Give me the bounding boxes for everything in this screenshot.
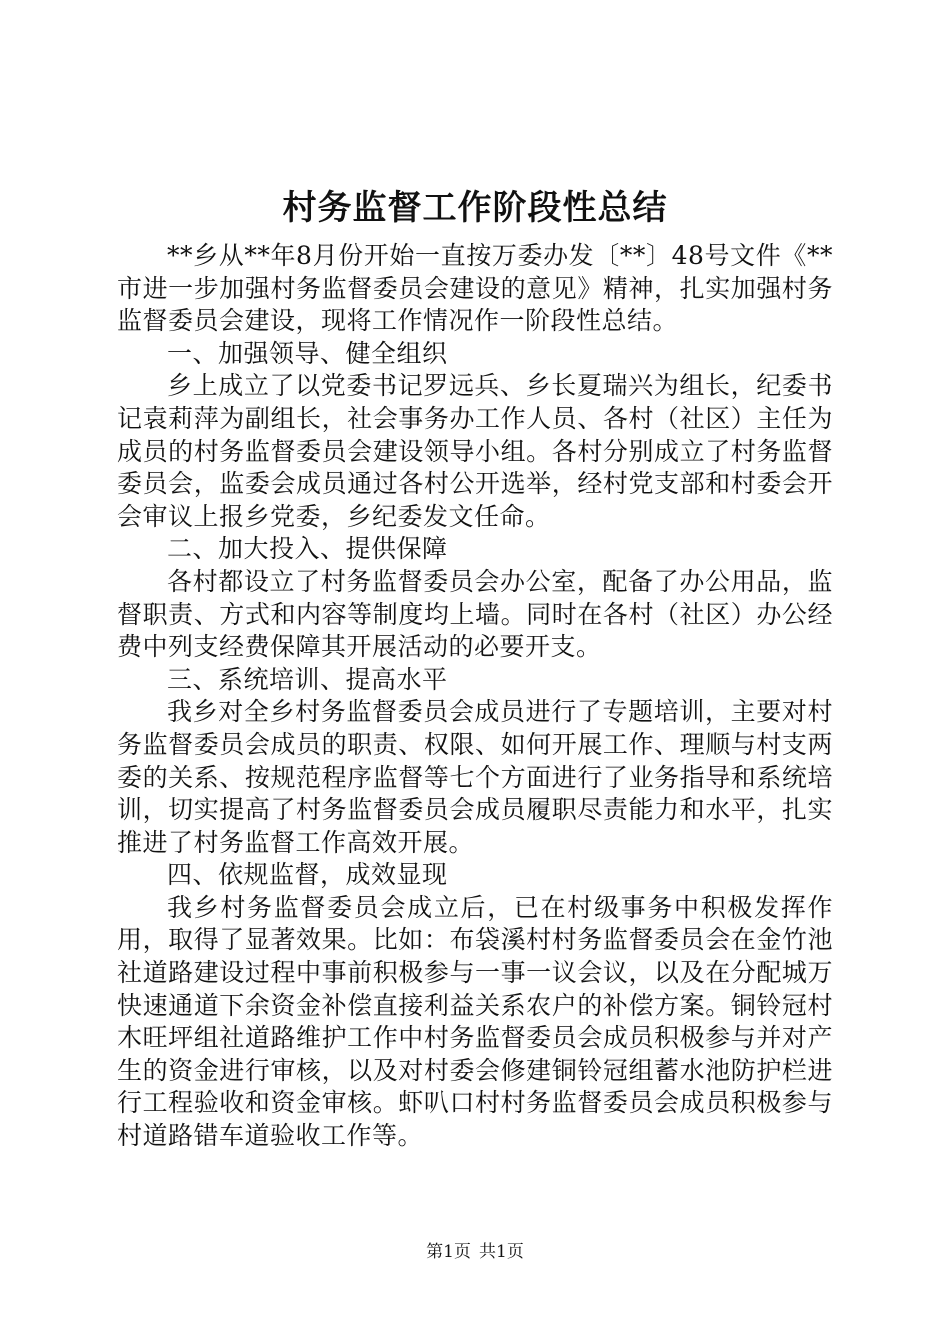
section-paragraph-2: 各村都设立了村务监督委员会办公室，配备了办公用品，监督职责、方式和内容等制度均上墙。同时在各村（社区）办公经费中列支经费保障其开展活动的必要开支。: [117, 566, 833, 662]
section-paragraph-1: 乡上成立了以党委书记罗远兵、乡长夏瑞兴为组长，纪委书记袁莉萍为副组长，社会事务办工作人员、各村（社区）主任为成员的村务监督委员会建设领导小组。各村分别成立了村务监督委员会，监委会成员通过各村公开选举，经村党支部和村委会开会审议上报乡党委，乡纪委发文任命。: [117, 371, 833, 531]
document-title: 村务监督工作阶段性总结: [282, 188, 668, 228]
section-heading-2: 二、加大投入、提供保障: [167, 534, 448, 564]
page-footer: [0, 1240, 950, 1264]
section-paragraph-4: 我乡村务监督委员会成立后，已在村级事务中积极发挥作用，取得了显著效果。比如：布袋溪村村务监督委员会在金竹池社道路建设过程中事前积极参与一事一议会议，以及在分配城万快速通道下余资金补偿直接利益关系农户的补偿方案。铜铃冠村木旺坪组社道路维护工作中村务监督委员会成员积极参与并对产生的资金进行审核，以及对村委会修建铜铃冠组蓄水池防护栏进行工程验收和资金审核。虾叭口村村务监督委员会成员积极参与村道路错车道验收工作等。: [117, 892, 833, 1151]
document-body: [117, 240, 833, 1153]
section-heading-4: 四、依规监督，成效显现: [167, 860, 448, 890]
section-paragraph-3: 我乡对全乡村务监督委员会成员进行了专题培训，主要对村务监督委员会成员的职责、权限、如何开展工作、理顺与村支两委的关系、按规范程序监督等七个方面进行了业务指导和系统培训，切实提高了村务监督委员会成员履职尽责能力和水平，扎实推进了村务监督工作高效开展。: [117, 697, 833, 857]
page-number: 第1页: [426, 1242, 471, 1262]
page-total: 共1页: [479, 1242, 524, 1262]
section-heading-1: 一、加强领导、健全组织: [167, 338, 448, 368]
intro-paragraph: **乡从**年8月份开始一直按万委办发〔**〕48号文件《**市进一步加强村务监督委员会建设的意见》精神，扎实加强村务监督委员会建设，现将工作情况作一阶段性总结。: [117, 241, 833, 336]
section-heading-3: 三、系统培训、提高水平: [167, 664, 448, 694]
